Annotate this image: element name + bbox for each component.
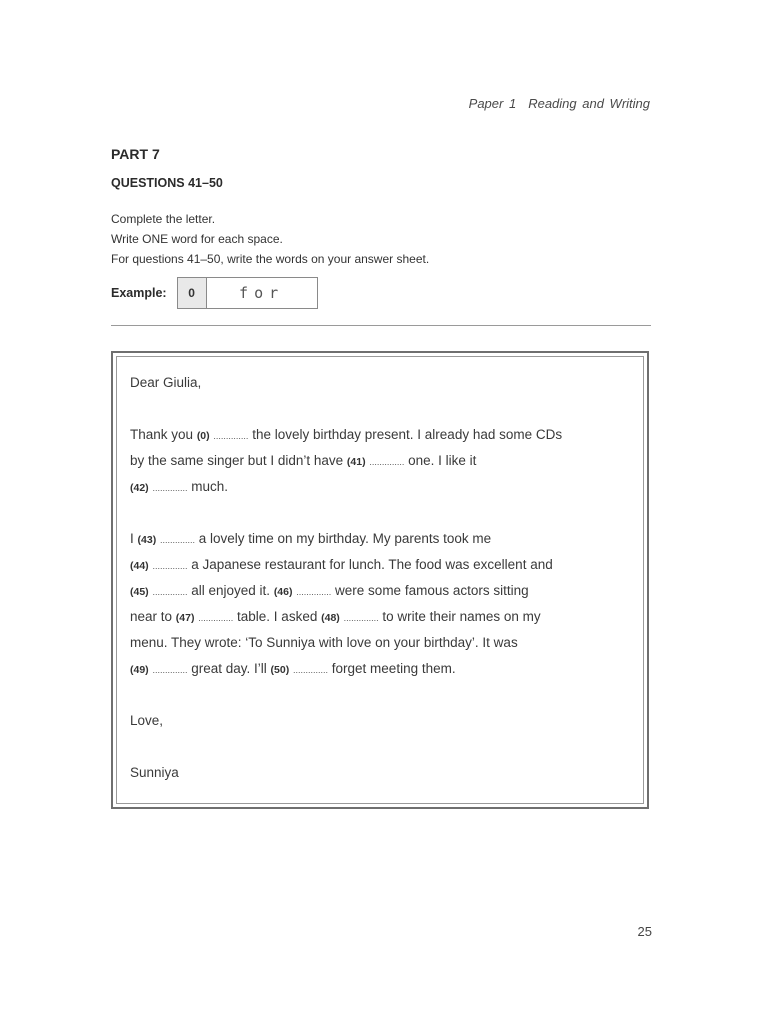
paper-label: Paper 1	[468, 96, 517, 111]
letter-line: (45) .............. all enjoyed it. (46) .............. were some famous actors sitting	[130, 583, 529, 598]
letter-signature: Sunniya	[130, 765, 179, 780]
section-label: Reading and Writing	[528, 96, 650, 111]
answer-blank: ..............	[369, 457, 405, 467]
page-number: 25	[637, 924, 652, 939]
instructions	[111, 209, 429, 269]
example-answer-box	[177, 277, 318, 309]
part-title: PART 7	[111, 146, 160, 162]
instruction-line: Write ONE word for each space.	[111, 232, 283, 246]
example-row	[111, 277, 318, 309]
letter-line: near to (47) .............. table. I asked (48) .............. to write their names on my	[130, 609, 541, 624]
example-number: 0	[178, 278, 207, 308]
question-number: (46)	[273, 586, 293, 598]
answer-blank: ..............	[198, 613, 234, 623]
question-number: (41)	[346, 456, 366, 468]
instruction-line: For questions 41–50, write the words on your answer sheet.	[111, 252, 430, 266]
question-number: (0)	[196, 430, 210, 442]
answer-blank: ..............	[296, 587, 332, 597]
questions-title: QUESTIONS 41–50	[111, 176, 223, 190]
letter-line: (49) .............. great day. I’ll (50) .............. forget meeting them.	[130, 661, 456, 676]
letter-closing: Love,	[130, 713, 164, 728]
letter-line: (44) .............. a Japanese restaurant for lunch. The food was excellent and	[130, 557, 553, 572]
question-number: (50)	[270, 664, 290, 676]
letter-line: by the same singer but I didn’t have (41) .............. one. I like it	[130, 453, 477, 468]
answer-blank: ..............	[343, 613, 379, 623]
answer-blank: ..............	[152, 665, 188, 675]
answer-blank: ..............	[152, 561, 188, 571]
answer-blank: ..............	[213, 431, 249, 441]
divider	[111, 325, 651, 326]
question-number: (49)	[130, 664, 149, 676]
letter-line: Thank you (0) .............. the lovely birthday present. I already had some CDs	[130, 427, 563, 442]
question-number: (43)	[137, 534, 157, 546]
question-number: (48)	[321, 612, 340, 624]
letter-greeting: Dear Giulia,	[130, 375, 202, 390]
answer-blank: ..............	[152, 587, 188, 597]
example-label: Example:	[111, 286, 167, 300]
answer-blank: ..............	[159, 535, 195, 545]
answer-blank: ..............	[152, 483, 188, 493]
question-number: (45)	[130, 586, 149, 598]
letter-box	[111, 351, 649, 809]
answer-blank: ..............	[293, 665, 329, 675]
page-header	[469, 96, 650, 111]
question-number: (47)	[175, 612, 195, 624]
letter-text	[130, 370, 635, 786]
question-number: (42)	[130, 482, 149, 494]
instruction-line: Complete the letter.	[111, 212, 216, 226]
example-answer: for	[239, 284, 285, 302]
question-number: (44)	[130, 560, 149, 572]
letter-line: I (43) .............. a lovely time on my birthday. My parents took me	[130, 531, 492, 546]
letter-line: (42) .............. much.	[130, 479, 228, 494]
letter-line: menu. They wrote: ‘To Sunniya with love on your birthday’. It was	[130, 635, 518, 650]
